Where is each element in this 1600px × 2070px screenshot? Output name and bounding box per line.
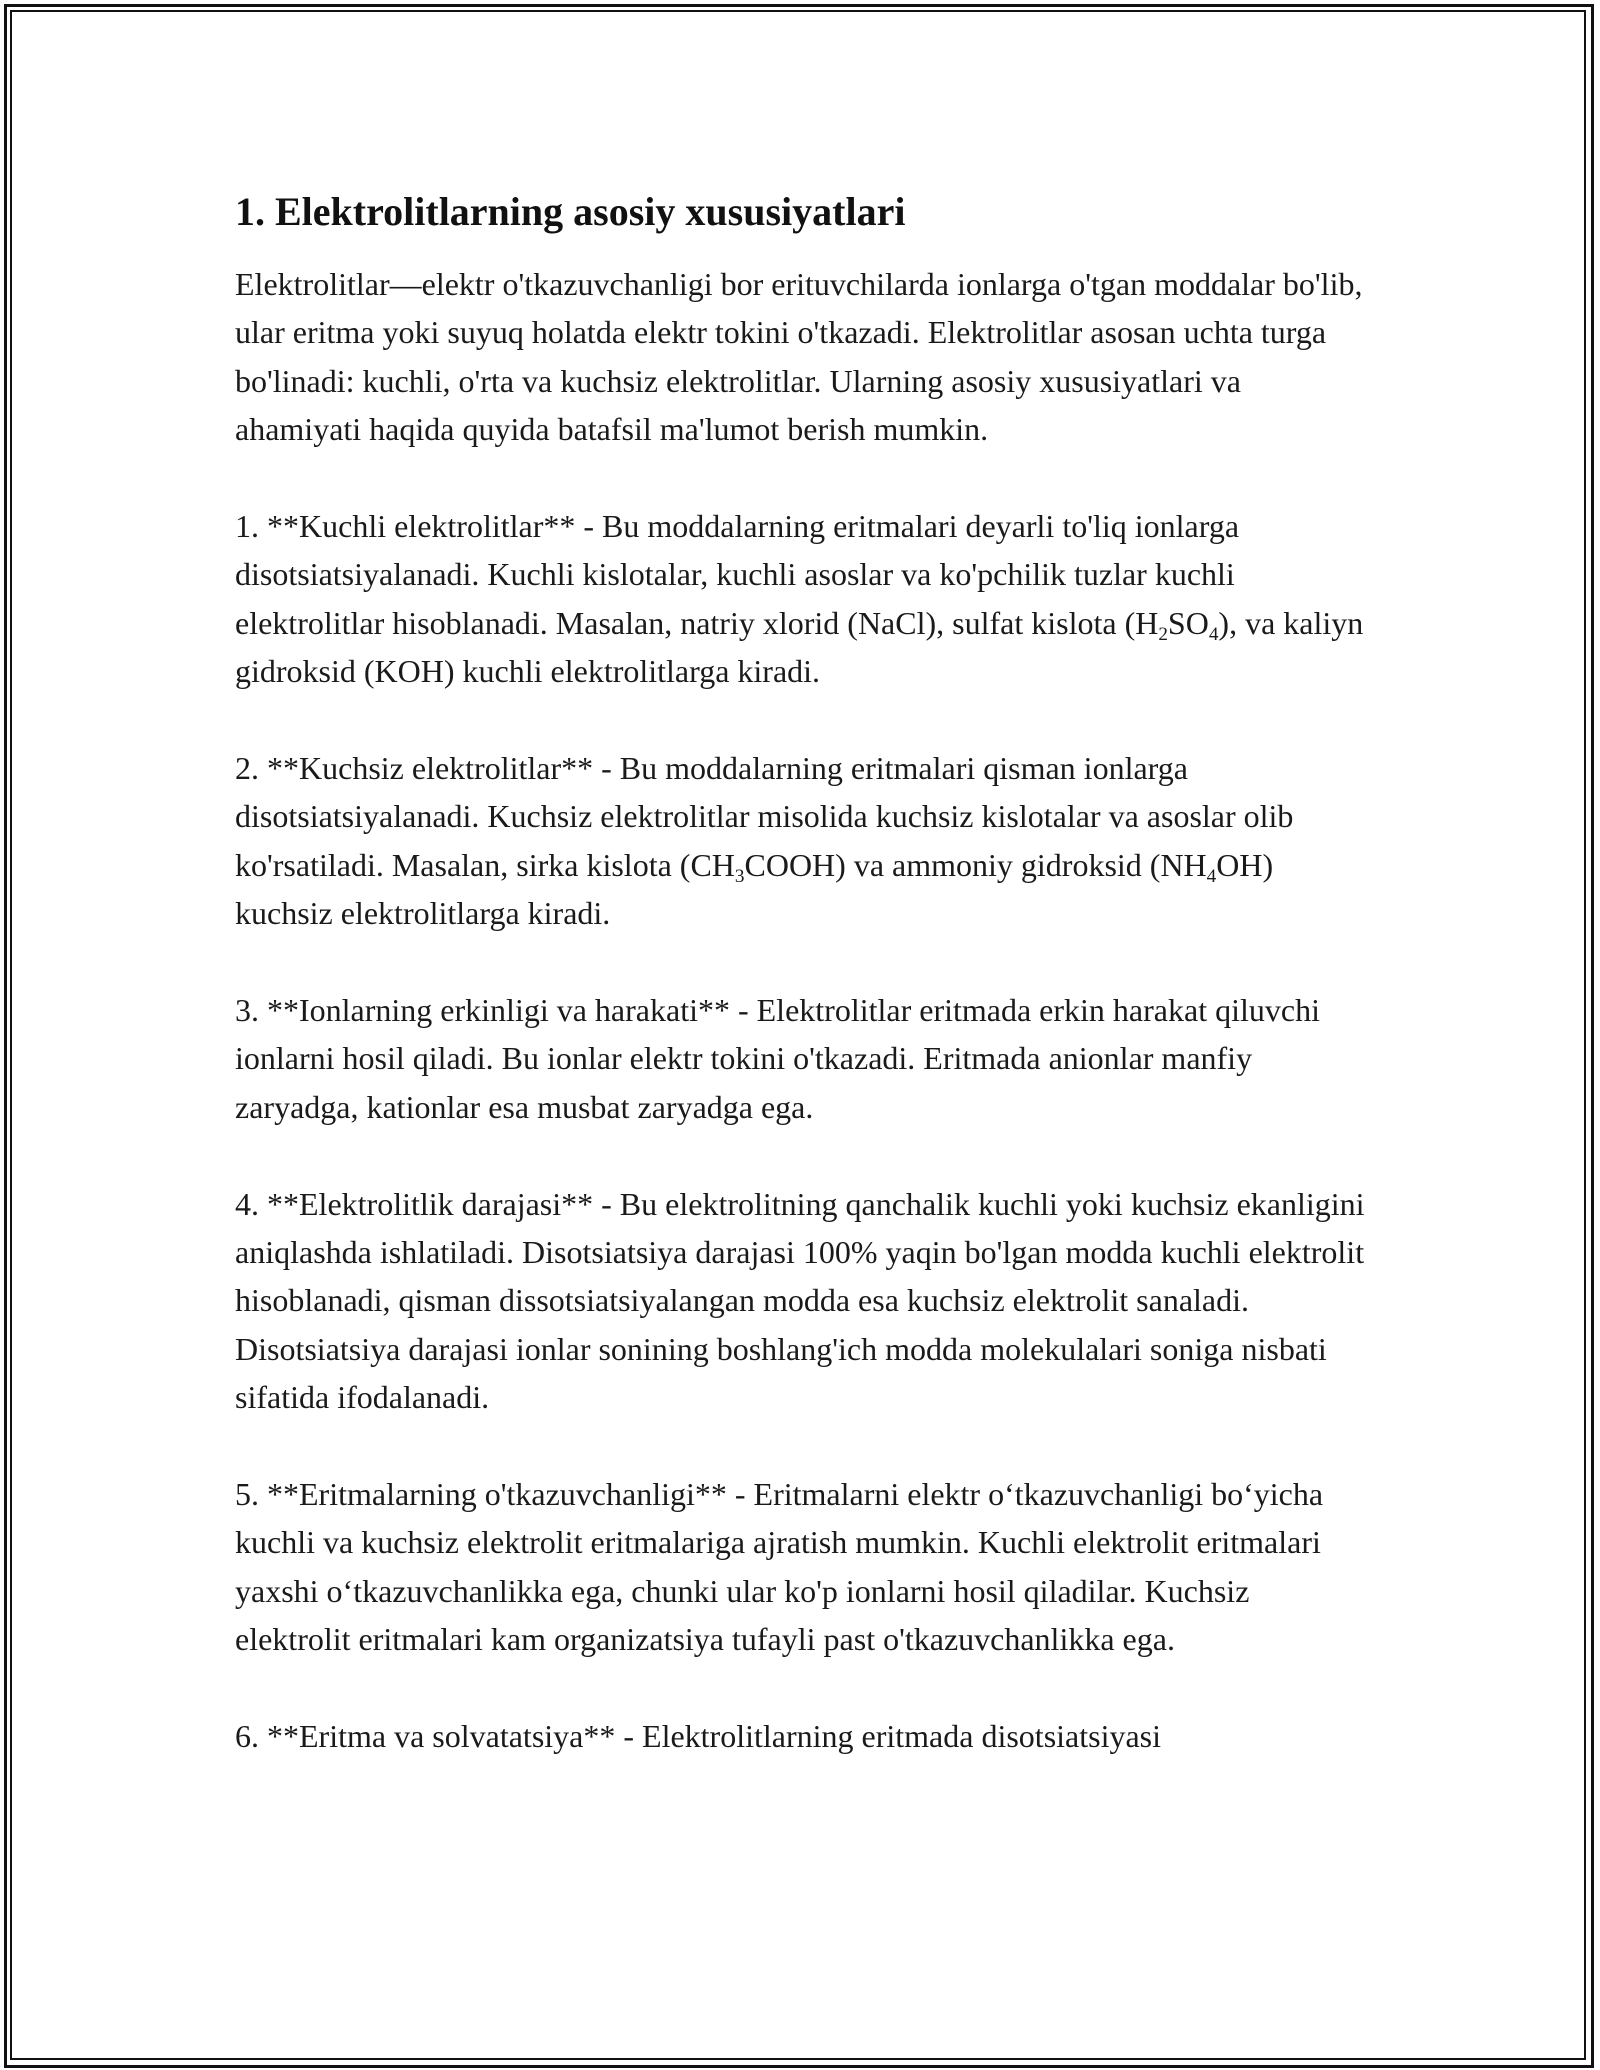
paragraph-text: 1. **Kuchli elektrolitlar** - Bu moddalarning eritmalari deyarli to'liq ionlarga disotsiatsiyalanadi. Kuchli kislotalar, kuchli asoslar va ko'pchilik tuzlar kuchli elektrolitlar hisoblanadi. Masalan, natriy xlorid (NaCl), sulfat kislota (H bbox=[235, 508, 1240, 641]
paragraph-text: COOH) va ammoniy gidroksid (NH bbox=[744, 846, 1207, 883]
paragraph-text: SO bbox=[1167, 604, 1209, 641]
subscript: 2 bbox=[1158, 623, 1168, 645]
section-heading: 1. Elektrolitlarning asosiy xususiyatlari bbox=[235, 189, 906, 234]
paragraph-electrolytic-degree: 4. **Elektrolitlik darajasi** - Bu elektrolitning qanchalik kuchli yoki kuchsiz ekanligini aniqlashda ishlatiladi. Disotsiatsiya darajasi 100% yaqin bo'lgan modda kuchli elektrolit hisoblanadi, qisman dissotsiatsiyalangan modda esa kuchsiz elektrolit sanaladi. Disotsiatsiya darajasi ionlar sonining boshlang'ich modda molekulalari soniga nisbati sifatida ifodalanadi. bbox=[235, 1185, 1365, 1416]
paragraph-solvation: 6. **Eritma va solvatatsiya** - Elektrolitlarning eritmada disotsiatsiyasi bbox=[235, 1718, 1162, 1755]
paragraph-weak-electrolytes bbox=[235, 744, 1365, 938]
paragraph-strong-electrolytes bbox=[235, 502, 1365, 696]
paragraph-text: OH) kuchsiz elektrolitlarga kiradi. bbox=[235, 846, 1274, 932]
subscript: 4 bbox=[1208, 623, 1219, 645]
document-body bbox=[235, 182, 1365, 1809]
subscript: 4 bbox=[1206, 865, 1217, 887]
subscript: 3 bbox=[734, 865, 745, 887]
paragraph-conductivity: 5. **Eritmalarning o'tkazuvchanligi** - Eritmalarni elektr o‘tkazuvchanligi bo‘yicha kuchli va kuchsiz elektrolit eritmalariga ajratish mumkin. Kuchli elektrolit eritmalari yaxshi o‘tkazuvchanlikka ega, chunki ular ko'p ionlarni hosil qiladilar. Kuchsiz elektrolit eritmalari kam organizatsiya tufayli past o'tkazuvchanlikka ega. bbox=[235, 1476, 1324, 1658]
paragraph-text: 2. **Kuchsiz elektrolitlar** - Bu moddalarning eritmalari qisman ionlarga disotsiatsiyalanadi. Kuchsiz elektrolitlar misolida kuchsiz kislotalar va asoslar olib ko'rsatiladi. Masalan, sirka kislota (CH bbox=[235, 750, 1294, 883]
paragraph-text: ), va kaliyn gidroksid (KOH) kuchli elektrolitlarga kiradi. bbox=[235, 604, 1364, 690]
paragraph-ion-mobility: 3. **Ionlarning erkinligi va harakati** - Elektrolitlar eritmada erkin harakat qiluvchi ionlarni hosil qiladi. Bu ionlar elektr tokini o'tkazadi. Eritmada anionlar manfiy zaryadga, kationlar esa musbat zaryadga ega. bbox=[235, 992, 1320, 1125]
intro-paragraph: Elektrolitlar—elektr o'tkazuvchanligi bor erituvchilarda ionlarga o'tgan moddalar bo'lib, ular eritma yoki suyuq holatda elektr tokini o'tkazadi. Elektrolitlar asosan uchta turga bo'linadi: kuchli, o'rta va kuchsiz elektrolitlar. Ularning asosiy xususiyatlari va ahamiyati haqida quyida batafsil ma'lumot berish mumkin. bbox=[235, 266, 1363, 448]
